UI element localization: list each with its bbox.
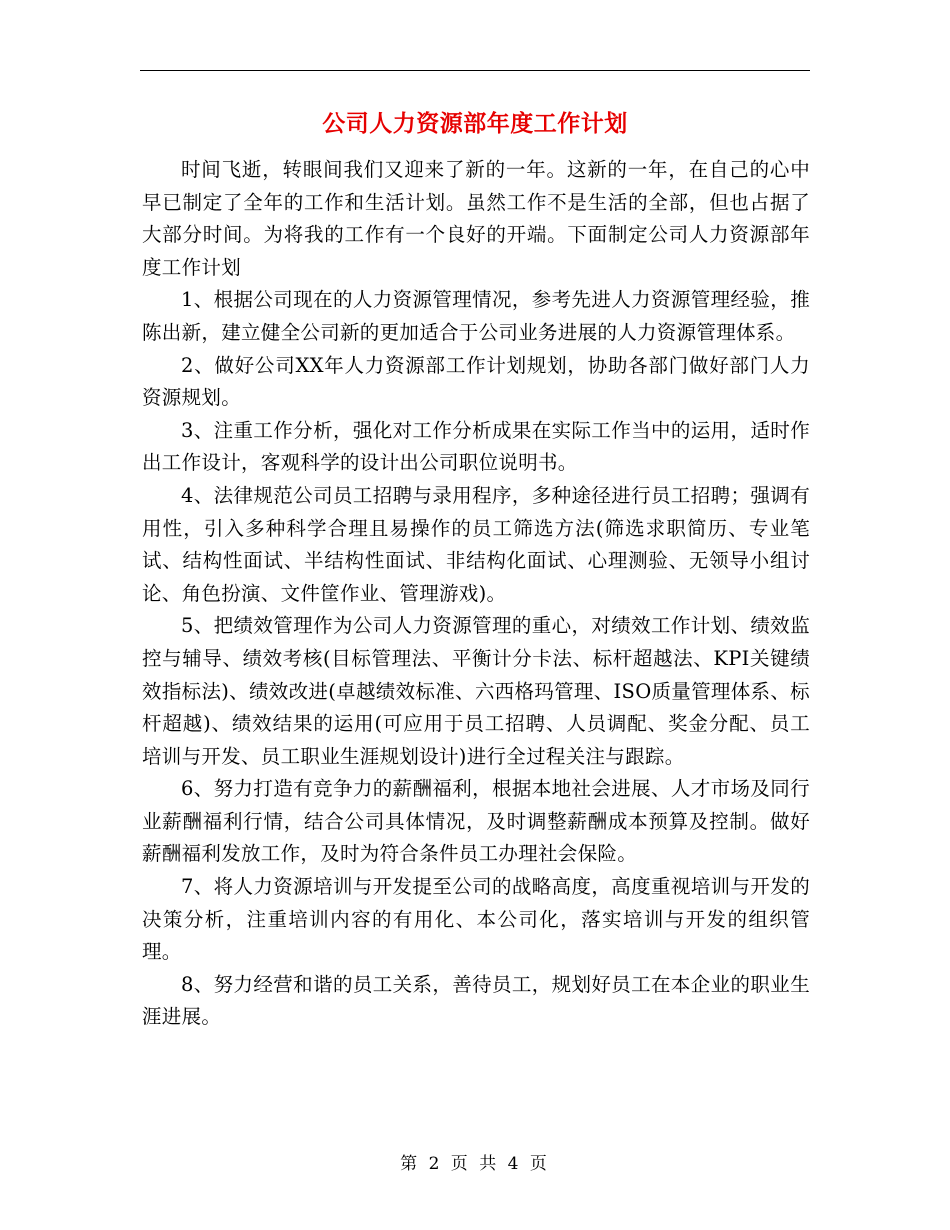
item-1-paragraph: 1、根据公司现在的人力资源管理情况，参考先进人力资源管理经验，推陈出新，建立健全公司新的更加适合于公司业务进展的人力资源管理体系。	[142, 288, 810, 344]
item-8-paragraph: 8、努力经营和谐的员工关系，善待员工，规划好员工在本企业的职业生涯进展。	[142, 972, 810, 1029]
page-number-footer: 第 2 页 共 4 页	[400, 1154, 550, 1174]
item-7-paragraph: 7、将人力资源培训与开发提至公司的战略高度，高度重视培训与开发的决策分析，注重培训内容的有用化、本公司化，落实培训与开发的组织管理。	[142, 875, 810, 964]
item-4-paragraph: 4、法律规范公司员工招聘与录用程序，多种途径进行员工招聘；强调有用性，引入多种科学合理且易操作的员工筛选方法(筛选求职简历、专业笔试、结构性面试、半结构性面试、非结构化面试、心理测验、无领导小组讨论、角色扮演、文件筐作业、管理游戏)。	[142, 483, 810, 605]
item-2-paragraph: 2、做好公司XX年人力资源部工作计划规划，协助各部门做好部门人力资源规划。	[142, 353, 810, 410]
header-rule	[140, 70, 810, 71]
document-body	[142, 154, 810, 1034]
intro-paragraph: 时间飞逝，转眼间我们又迎来了新的一年。这新的一年，在自己的心中早已制定了全年的工作和生活计划。虽然工作不是生活的全部，但也占据了大部分时间。为将我的工作有一个良好的开端。下面制定公司人力资源部年度工作计划	[142, 158, 810, 279]
item-3-paragraph: 3、注重工作分析，强化对工作分析成果在实际工作当中的运用，适时作出工作设计，客观科学的设计出公司职位说明书。	[142, 418, 810, 475]
item-6-paragraph: 6、努力打造有竞争力的薪酬福利，根据本地社会进展、人才市场及同行业薪酬福利行情，结合公司具体情况，及时调整薪酬成本预算及控制。做好薪酬福利发放工作，及时为符合条件员工办理社会保险。	[142, 777, 810, 866]
document-title: 公司人力资源部年度工作计划	[322, 111, 628, 137]
item-5-paragraph: 5、把绩效管理作为公司人力资源管理的重心，对绩效工作计划、绩效监控与辅导、绩效考核(目标管理法、平衡计分卡法、标杆超越法、KPI关键绩效指标法)、绩效改进(卓越绩效标准、六西格玛管理、ISO质量管理体系、标杆超越)、绩效结果的运用(可应用于员工招聘、人员调配、奖金分配、员工培训与开发、员工职业生涯规划设计)进行全过程关注与跟踪。	[142, 614, 810, 768]
